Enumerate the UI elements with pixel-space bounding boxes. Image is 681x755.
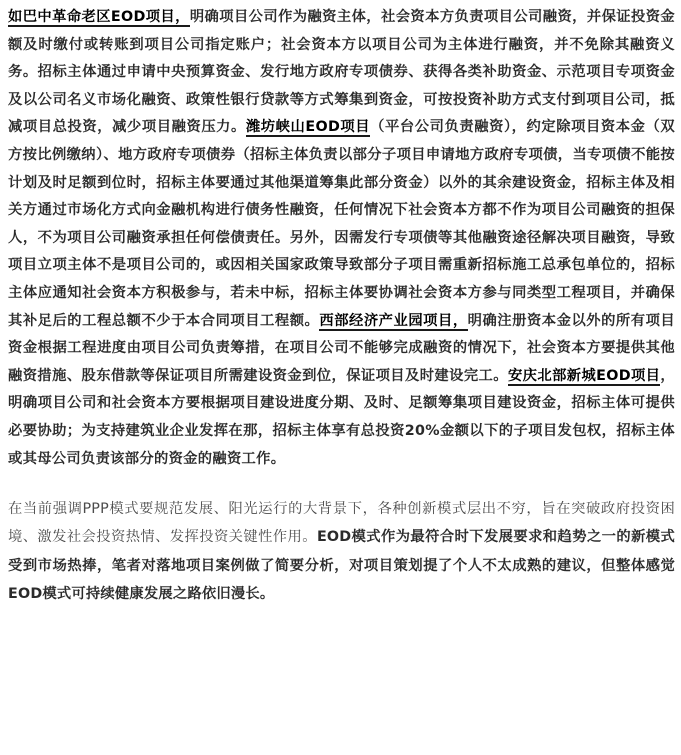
paragraph-conclusion (8, 495, 675, 608)
paragraph-financing-cases (8, 4, 675, 473)
highlight-bazhong-eod-project: 如巴中革命老区EOD项目， (8, 9, 190, 25)
text-weifang-details: （平台公司负责融资），约定除项目资本金（双方按比例缴纳）、地方政府专项债券（招标主体负责以部分子项目申请地方政府专项债，当专项债不能按计划及时足额到位时，招标主体要通过其他渠道筹集此部分资金）以外的其余建设资金，招标主体及相关方通过市场化方式向金融机构进行债务性融资，任何情况下社会资本方都不作为项目公司融资的担保人，不为项目公司融资承担任何偿债责任。另外，因需发行专项债等其他融资途径解决项目融资，导致项目立项主体不是项目公司的，或因相关国家政策导致部分子项目需重新招标施工总承包单位的，招标主体应通知社会资本方积极参与，若未中标，招标主体要协调社会资本方参与同类型工程项目，并确保其补足后的工程总额不少于本合同项目工程额。 (8, 119, 675, 329)
text-bazhong-details: 明确项目公司作为融资主体，社会资本方负责项目公司融资，并保证投资金额及时缴付或转账到项目公司指定账户；社会资本方以项目公司为主体进行融资，并不免除其融资义务。招标主体通过申请中央预算资金、发行地方政府专项债券、获得各类补助资金、示范项目专项资金及以公司名义市场化融资、政策性银行贷款等方式筹集到资金，可按投资补助方式支付到项目公司，抵减项目总投资，减少项目融资压力。 (8, 9, 675, 136)
highlight-anqing-north-eod-project: 安庆北部新城EOD项目 (507, 367, 661, 384)
highlight-western-economic-park-project: 西部经济产业园项目， (319, 312, 468, 329)
text-conclusion-emphasis: EOD模式作为最符合时下发展要求和趋势之一的新模式受到市场热捧，笔者对落地项目案例做了简要分析，对项目策划提了个人不太成熟的建议，但整体感觉EOD模式可持续健康发展之路依旧漫长。 (8, 529, 675, 602)
highlight-weifang-xiashan-eod-project: 潍坊峡山EOD项目 (245, 119, 371, 136)
text-western-park-details: 明确注册资本金以外的所有项目资金根据工程进度由项目公司负责筹措，在项目公司不能够完成融资的情况下，社会资本方要提供其他融资措施、股东借款等保证项目所需建设资金到位，保证项目及时建设完工。 (8, 312, 676, 384)
text-anqing-details: ，明确项目公司和社会资本方要根据项目建设进度分期、及时、足额筹集项目建设资金，招标主体可提供必要协助；为支持建筑业企业发挥在那，招标主体享有总投资20%金额以下的子项目发包权，招标主体或其母公司负责该部分的资金的融资工作。 (8, 367, 675, 467)
text-conclusion-intro: 在当前强调PPP模式要规范发展、阳光运行的大背景下，各种创新模式层出不穷，旨在突破政府投资困境、激发社会投资热情、发挥投资关键性作用。 (8, 501, 675, 546)
